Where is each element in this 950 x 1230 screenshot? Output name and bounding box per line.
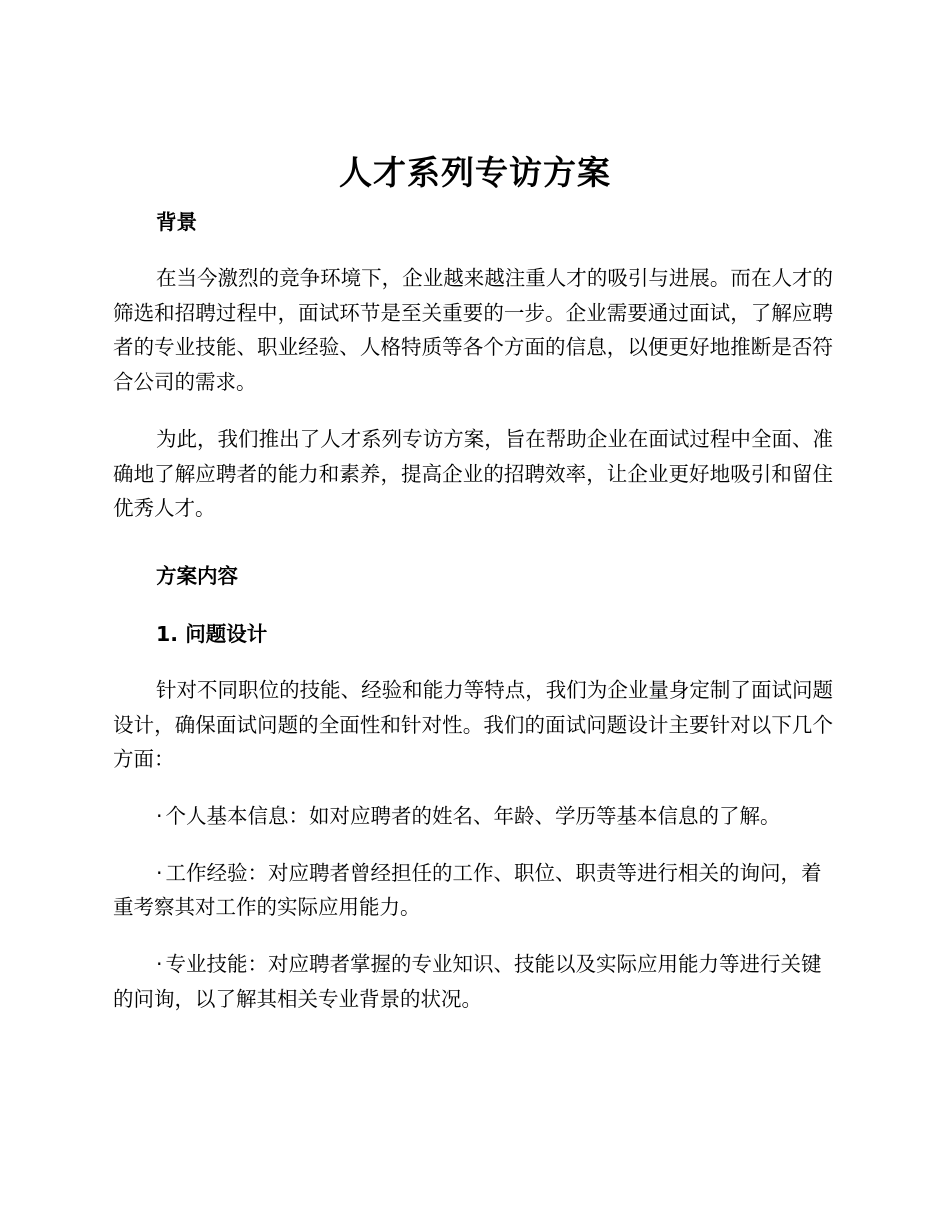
bullet-text: 专业技能：对应聘者掌握的专业知识、技能以及实际应用能力等进行关键的问询，以了解其相关专业背景的状况。 <box>113 952 822 1011</box>
paragraph-background-1: 在当今激烈的竞争环境下，企业越来越注重人才的吸引与进展。而在人才的筛选和招聘过程中，面试环节是至关重要的一步。企业需要通过面试，了解应聘者的专业技能、职业经验、人格特质等各个方面的信息，以便更好地推断是否符合公司的需求。 <box>113 266 833 395</box>
bullet-item <box>113 856 833 925</box>
subsection-heading-question-design: 1. 问题设计 <box>156 621 268 646</box>
bullet-text: 工作经验：对应聘者曾经担任的工作、职位、职责等进行相关的询问，着重考察其对工作的实际应用能力。 <box>113 860 822 920</box>
bullet-marker: · <box>156 860 163 885</box>
bullet-item <box>113 799 833 834</box>
document-title: 人才系列专访方案 <box>339 153 611 192</box>
paragraph-background-2: 为此，我们推出了人才系列专访方案，旨在帮助企业在面试过程中全面、准确地了解应聘者的能力和素养，提高企业的招聘效率，让企业更好地吸引和留住优秀人才。 <box>113 426 833 521</box>
section-heading-background: 背景 <box>156 210 197 234</box>
paragraph-question-design: 针对不同职位的技能、经验和能力等特点，我们为企业量身定制了面试问题设计，确保面试问题的全面性和针对性。我们的面试问题设计主要针对以下几个方面： <box>113 677 833 772</box>
document-body <box>113 203 833 1017</box>
bullet-marker: · <box>156 952 163 977</box>
section-heading-plan: 方案内容 <box>156 563 238 588</box>
bullet-text: 个人基本信息：如对应聘者的姓名、年龄、学历等基本信息的了解。 <box>165 804 781 829</box>
bullet-item <box>113 947 833 1016</box>
bullet-marker: · <box>156 804 163 829</box>
